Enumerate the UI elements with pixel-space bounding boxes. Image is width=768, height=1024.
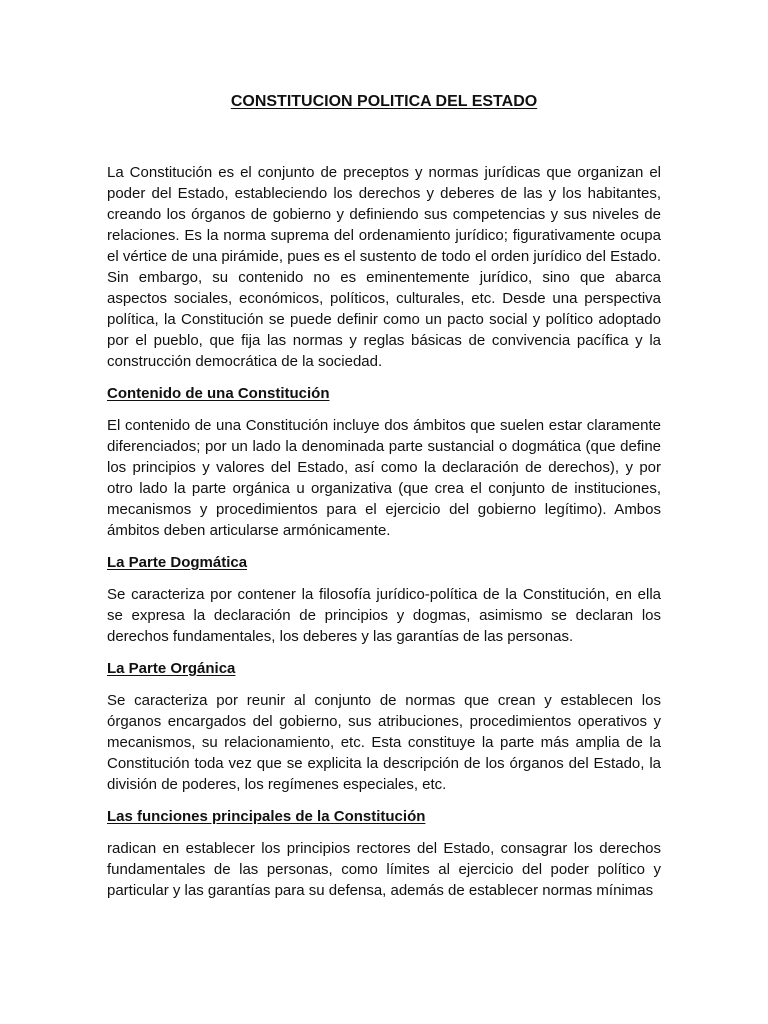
section-heading-parte-dogmatica: La Parte Dogmática	[107, 554, 248, 571]
section-paragraph-funciones: radican en establecer los principios rectores del Estado, consagrar los derechos fundamentales de las personas, como límites al ejercicio del poder político y particular y las garantías para su defensa, además de establecer normas mínimas	[107, 840, 661, 899]
document-title-text: CONSTITUCION POLITICA DEL ESTADO	[230, 93, 538, 110]
section-paragraph-parte-organica: Se caracteriza por reunir al conjunto de normas que crean y establecen los órganos encargados del gobierno, sus atribuciones, procedimientos operativos y mecanismos, su relacionamiento, etc. Esta constituye la parte más amplia de la Constitución toda vez que se explicita la descripción de los órganos del Estado, la división de poderes, los regímenes especiales, etc.	[107, 692, 661, 793]
section-paragraph-parte-dogmatica: Se caracteriza por contener la filosofía jurídico-política de la Constitución, en ella se expresa la declaración de principios y dogmas, asimismo se declaran los derechos fundamentales, los deberes y las garantías de las personas.	[107, 586, 661, 645]
intro-paragraph: La Constitución es el conjunto de preceptos y normas jurídicas que organizan el poder del Estado, estableciendo los derechos y deberes de las y los habitantes, creando los órganos de gobierno y definiendo sus competencias y sus niveles de relaciones. Es la norma suprema del ordenamiento jurídico; figurativamente ocupa el vértice de una pirámide, pues es el sustento de todo el orden jurídico del Estado. Sin embargo, su contenido no es eminentemente jurídico, sino que abarca aspectos sociales, económicos, políticos, culturales, etc. Desde una perspectiva política, la Constitución se puede definir como un pacto social y político adoptado por el pueblo, que fija las normas y reglas básicas de convivencia pacífica y la construcción democrática de la sociedad.	[107, 164, 661, 370]
document-title	[0, 92, 768, 112]
section-heading-parte-organica: La Parte Orgánica	[107, 660, 236, 677]
section-heading-contenido: Contenido de una Constitución	[107, 385, 330, 402]
section-paragraph-contenido: El contenido de una Constitución incluye dos ámbitos que suelen estar claramente diferenciados; por un lado la denominada parte sustancial o dogmática (que define los principios y valores del Estado, así como la declaración de derechos), y por otro lado la parte orgánica u organizativa (que crea el conjunto de instituciones, mecanismos y procedimientos para el ejercicio del gobierno legítimo). Ambos ámbitos deben articularse armónicamente.	[107, 417, 661, 539]
section-heading-funciones: Las funciones principales de la Constitución	[107, 808, 426, 825]
document-body	[107, 162, 661, 912]
